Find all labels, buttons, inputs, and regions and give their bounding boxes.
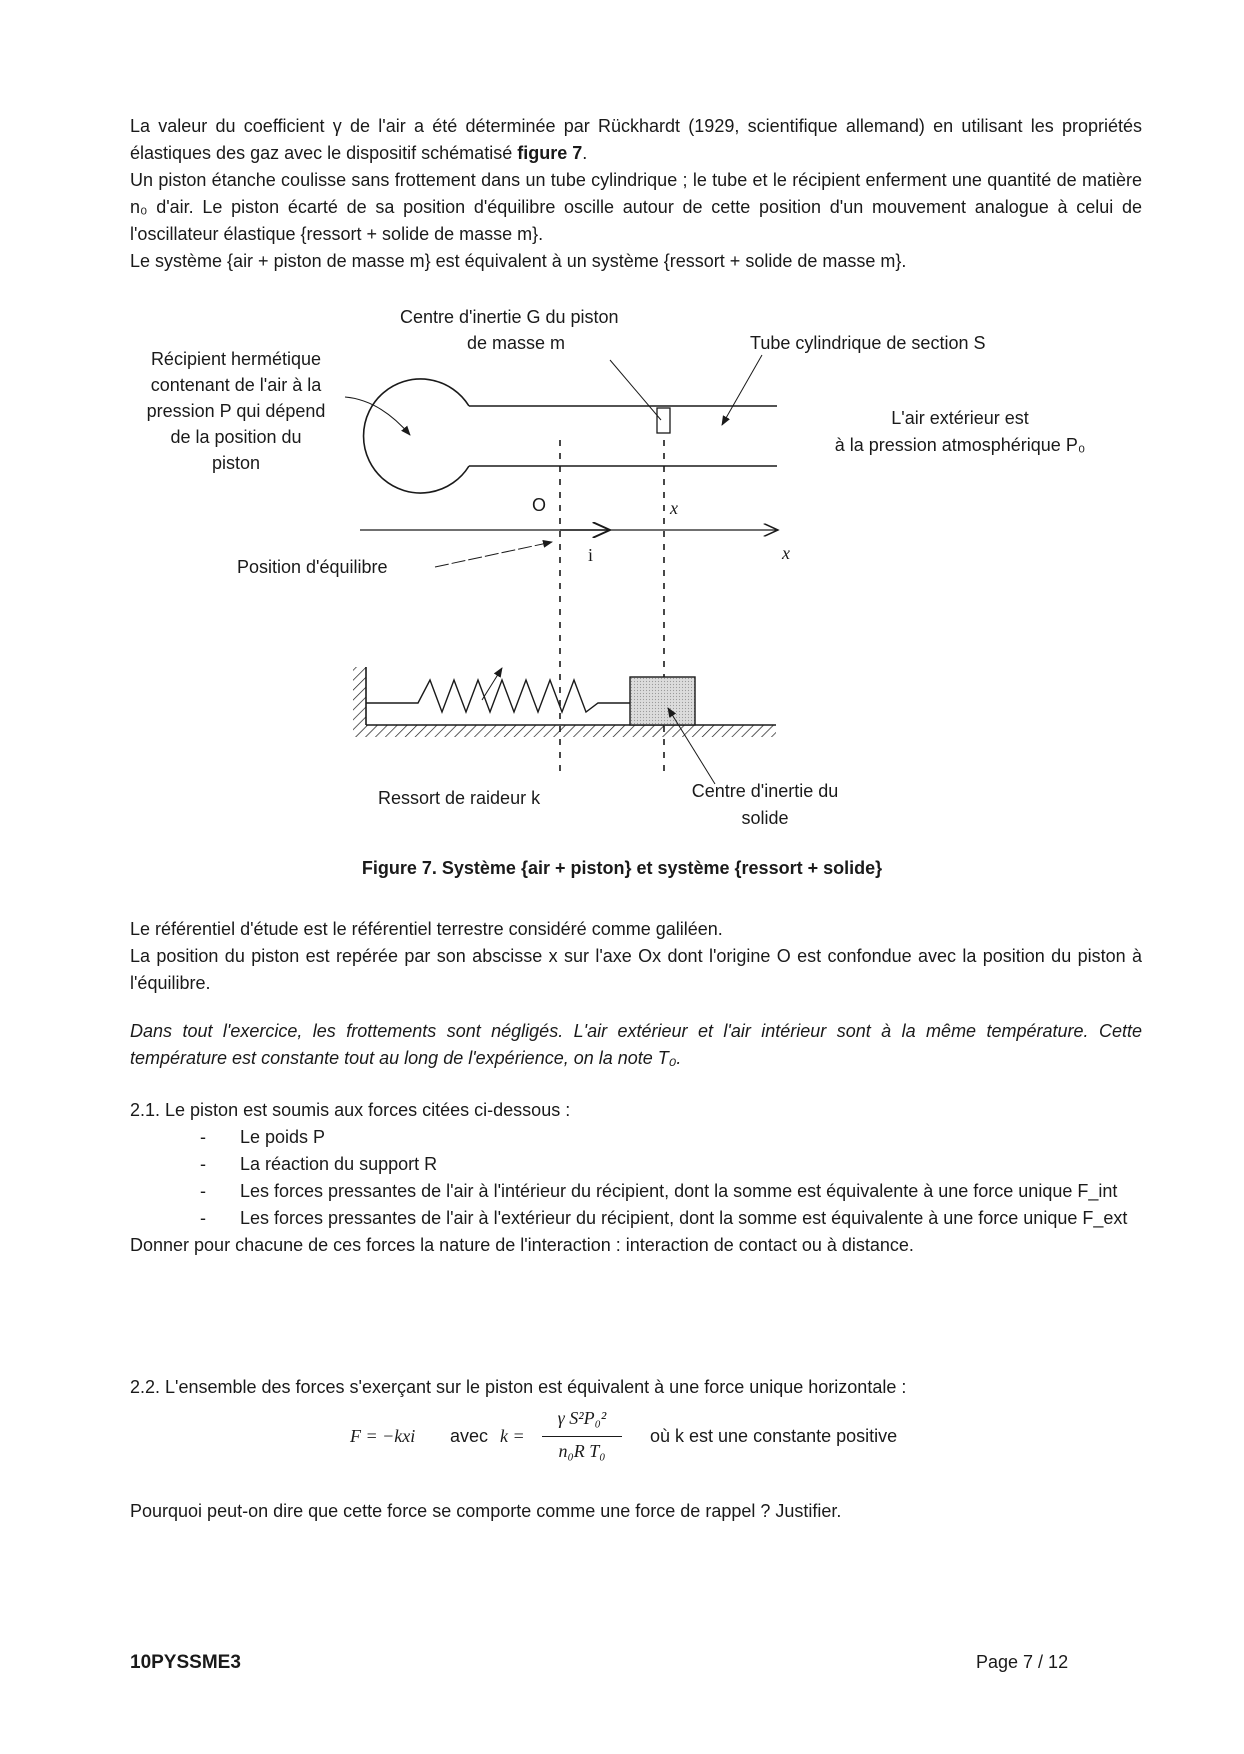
referentiel-text <box>130 916 1142 997</box>
figure-7 <box>0 307 1244 840</box>
label-x-position: x <box>670 498 678 518</box>
force-item: - Le poids P <box>200 1127 326 1147</box>
ground-and-wall <box>353 667 776 737</box>
recipient-vessel <box>364 379 777 493</box>
label-centre-g-line1: Centre d'inertie G du piston <box>400 307 619 327</box>
referentiel-paragraph-1: Le référentiel d'étude est le référentiel terrestre considéré comme galiléen. <box>130 919 723 939</box>
label-air-exterieur: L'air extérieur est à la pression atmosphérique P₀ <box>834 408 1086 455</box>
equation-numerator: γ S²P₀² <box>557 1408 607 1428</box>
hypothese-text: Dans tout l'exercice, les frottements sont négligés. L'air extérieur et l'air intérieur sont à la même température. Cette température est constante tout au long de l'expérience, on la note T₀. <box>130 1021 1142 1068</box>
label-x-axis: x <box>782 543 790 563</box>
figure-caption: Figure 7. Système {air + piston} et système {ressort + solide} <box>361 858 883 878</box>
equation-avec: avec <box>450 1426 489 1446</box>
label-recipient: Récipient hermétique contenant de l'air à la pression P qui dépend de la position du piston <box>146 349 326 473</box>
footer-page-number: Page 7 / 12 <box>976 1652 1069 1672</box>
question-2-2-intro: 2.2. L'ensemble des forces s'exerçant sur le piston est équivalent à une force unique horizontale : <box>130 1377 907 1397</box>
label-position-equilibre: Position d'équilibre <box>237 557 388 577</box>
label-centre-solide: Centre d'inertie du solide <box>691 781 839 828</box>
tube-pointer <box>722 355 762 425</box>
label-unit-vector-i: i <box>588 545 594 565</box>
footer-code: 10PYSSME3 <box>130 1652 241 1673</box>
equation-denominator: n₀R T₀ <box>558 1441 606 1461</box>
force-equation <box>350 1408 970 1470</box>
force-item: - La réaction du support R <box>200 1154 438 1174</box>
equation-k: k = <box>500 1426 525 1446</box>
spring <box>366 680 630 712</box>
label-centre-g-line2: de masse m <box>467 333 566 353</box>
referentiel-paragraph-2: La position du piston est repérée par son abscisse x sur l'axe Ox dont l'origine O est confondue avec la position du piston à l'équilibre. <box>130 946 1142 993</box>
spring-pointer <box>482 668 502 700</box>
solid-block <box>630 677 695 725</box>
equilibrium-pointer <box>435 542 552 567</box>
centre-g-pointer <box>610 360 661 420</box>
question-2-1 <box>130 1097 1142 1259</box>
force-list <box>130 1124 1142 1232</box>
intro-text <box>130 113 1142 275</box>
equation-note: où k est une constante positive <box>650 1426 898 1446</box>
intro-paragraph-2: Un piston étanche coulisse sans frottement dans un tube cylindrique ; le tube et le récipient enferment une quantité de matière n₀ d'air. Le piston écarté de sa position d'équilibre oscille autour de cette position d'un mouvement analogue à celui de l'oscillateur élastique {ressort + solide de masse m}. <box>130 170 1142 244</box>
question-2-1-prompt: Donner pour chacune de ces forces la nature de l'interaction : interaction de contact ou à distance. <box>130 1235 914 1255</box>
force-item: - Les forces pressantes de l'air à l'intérieur du récipient, dont la somme est équivalente à une force unique F_int <box>200 1181 1118 1201</box>
label-ressort: Ressort de raideur k <box>378 788 541 808</box>
fraction-bar <box>542 1436 622 1437</box>
recipient-pointer <box>345 397 410 435</box>
label-origin-o: O <box>532 495 547 515</box>
equation-force: F = −kxi <box>350 1426 416 1446</box>
question-2-1-intro: 2.1. Le piston est soumis aux forces citées ci-dessous : <box>130 1100 571 1120</box>
label-tube: Tube cylindrique de section S <box>750 333 986 353</box>
force-item: - Les forces pressantes de l'air à l'extérieur du récipient, dont la somme est équivalente à une force unique F_ext <box>200 1208 1128 1228</box>
piston <box>657 408 670 433</box>
question-2-2-prompt: Pourquoi peut-on dire que cette force se comporte comme une force de rappel ? Justifier. <box>130 1501 842 1521</box>
intro-paragraph-3: Le système {air + piston de masse m} est équivalent à un système {ressort + solide de masse m}. <box>130 251 907 271</box>
intro-paragraph-1: La valeur du coefficient γ de l'air a été déterminée par Rückhardt (1929, scientifique allemand) en utilisant les propriétés élastiques des gaz avec le dispositif schématisé figure 7. <box>130 116 1142 163</box>
